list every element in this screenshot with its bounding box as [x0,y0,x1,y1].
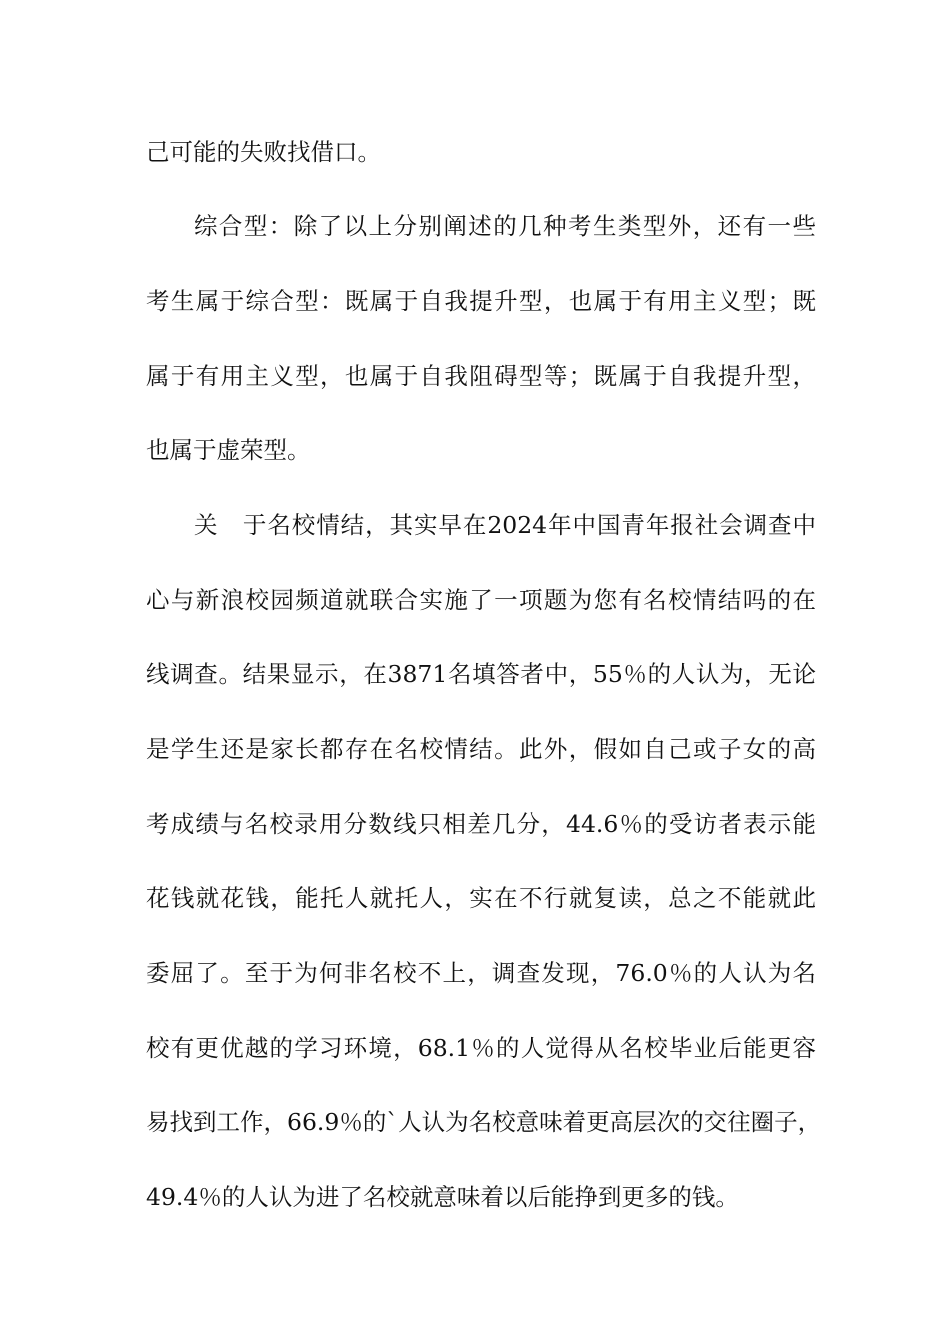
paragraph-line: 综合型：除了以上分别阐述的几种考生类型外，还有一些 [194,212,816,240]
paragraph-line: 花钱就花钱，能托人就托人，实在不行就复读，总之不能就此 [146,884,816,912]
paragraph-line: 心与新浪校园频道就联合实施了一项题为您有名校情结吗的在 [146,586,816,614]
paragraph-line: 考生属于综合型：既属于自我提升型，也属于有用主义型；既 [146,287,816,315]
paragraph-line: 委屈了。至于为何非名校不上，调查发现，76.0％的人认为名 [146,959,816,987]
paragraph-line: 己可能的失败找借口。 [146,138,381,166]
paragraph-line: 考成绩与名校录用分数线只相差几分，44.6％的受访者表示能 [146,810,816,838]
paragraph-line: 49.4％的人认为进了名校就意味着以后能挣到更多的钱。 [146,1183,739,1211]
paragraph-line: 易找到工作，66.9％的`人认为名校意味着更高层次的交往圈子， [146,1108,822,1136]
paragraph-line: 关 于名校情结，其实早在2024年中国青年报社会调查中 [194,511,816,539]
paragraph-line: 也属于虚荣型。 [146,436,311,464]
paragraph-line: 线调查。结果显示，在3871名填答者中，55％的人认为，无论 [146,660,816,688]
paragraph-line: 属于有用主义型，也属于自我阻碍型等；既属于自我提升型， [146,362,816,390]
paragraph-line: 是学生还是家长都存在名校情结。此外，假如自己或子女的高 [146,735,816,763]
paragraph-line: 校有更优越的学习环境，68.1％的人觉得从名校毕业后能更容 [146,1034,816,1062]
